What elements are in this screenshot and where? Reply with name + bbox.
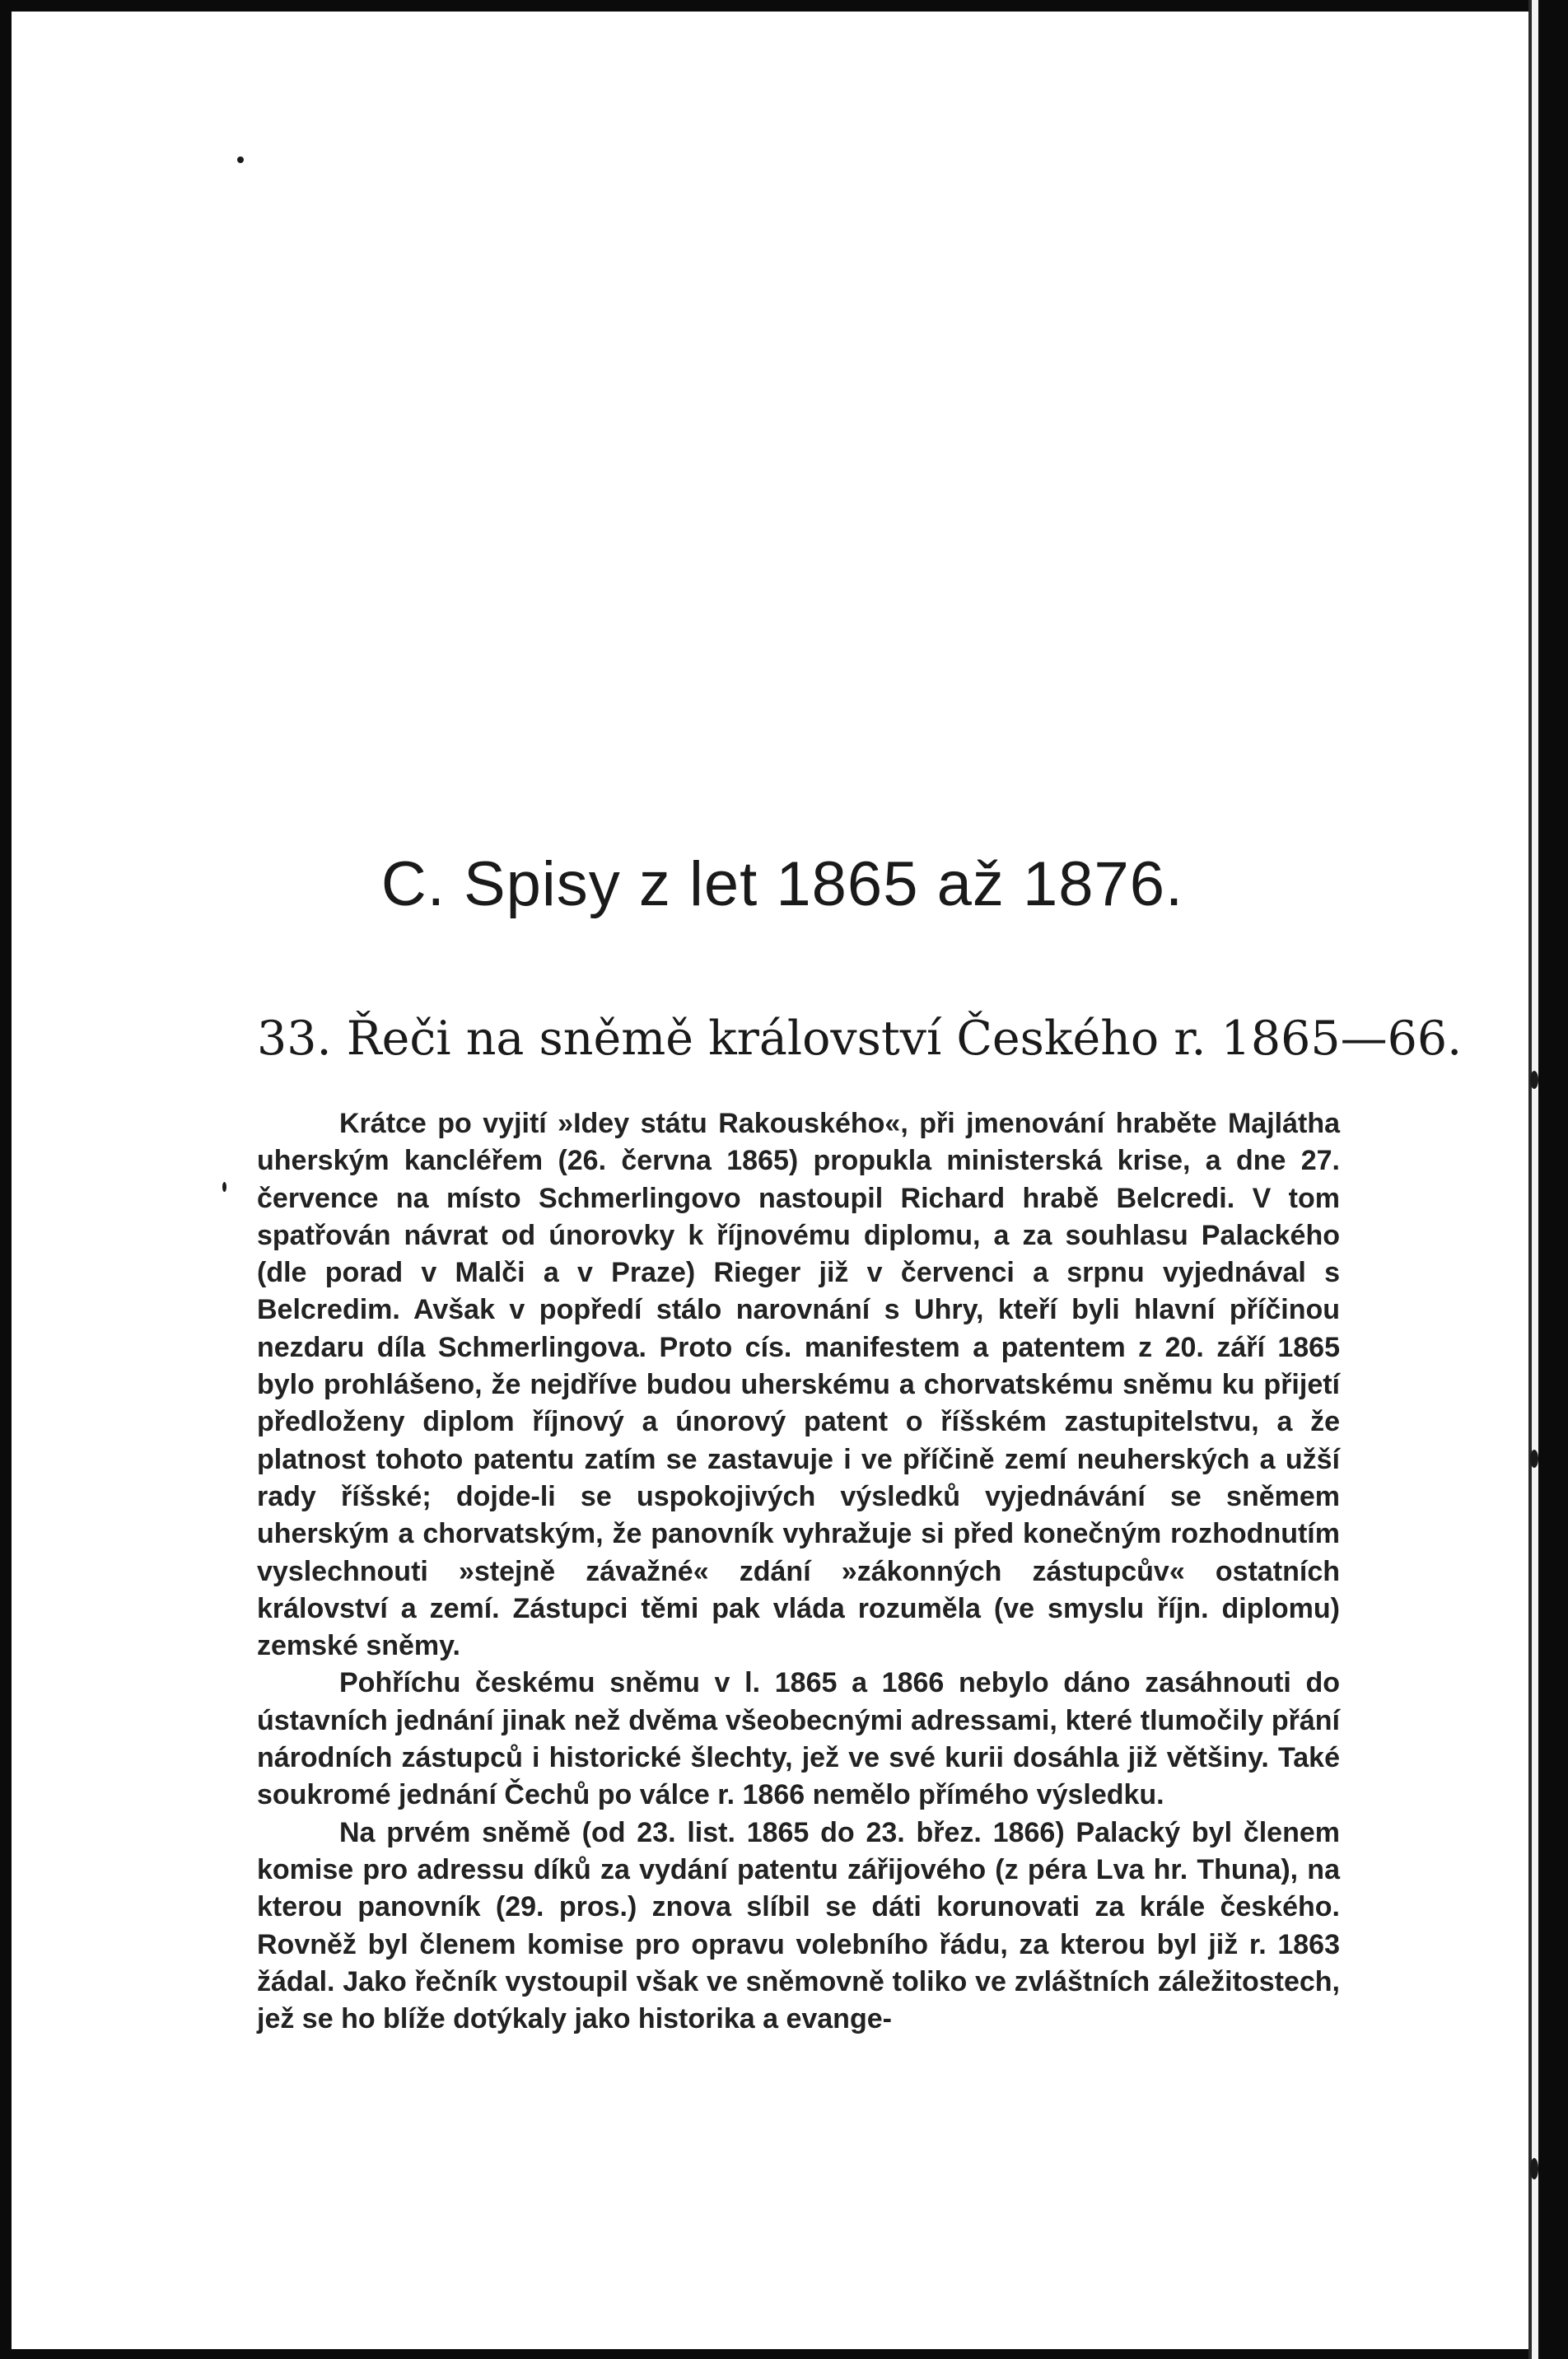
dust-speck xyxy=(1530,2158,1538,2179)
paragraph: Krátce po vyjití »Idey státu Rakouského«, při jmenování hraběte Majlátha uherským kancléřem (26. června 1865) propukla ministerská krise, a dne 27. července na místo Schmerlingovo nastoupil Richard hrabě Belcredi. V tom spatřován návrat od únorovky k říjnovému diplomu, a za souhlasu Palackého (dle porad v Malči a v Praze) Rieger již v červenci a srpnu vyjednával s Belcredim. Avšak v popředí stálo narovnání s Uhry, kteří byli hlavní příčinou nezdaru díla Schmerlingova. Proto cís. manifestem a patentem z 20. září 1865 bylo prohlášeno, že nejdříve budou uherskému a chorvatskému sněmu ku přijetí předloženy diplom říjnový a únorový patent o říšském zastupitelstvu, a že platnost tohoto patentu zatím se zastavuje i ve příčině zemí neuherských a užší rady říšské; dojde-li se uspokojivých výsledků vyjednávání se sněmem uherským a chorvatským, že panovník vyhražuje si před konečným rozhodnutím vyslechnouti »stejně závažné« zdání »zákonných zástupcův« ostatních království a zemí. Zástupci těmi pak vláda rozuměla (ve smyslu říjn. diplomu) zemské sněmy. xyxy=(257,1108,1340,1662)
body-text xyxy=(257,1105,1340,2038)
dust-speck xyxy=(1530,1071,1538,1089)
paragraph: Na prvém sněmě (od 23. list. 1865 do 23. břez. 1866) Palacký byl členem komise pro adressu díků za vydání patentu zářijového (z péra Lva hr. Thuna), na kterou panovník (29. pros.) znova slíbil se dáti korunovati za krále českého. Rovněž byl členem komise pro opravu volebního řádu, za kterou byl již r. 1863 žádal. Jako řečník vystoupil však ve sněmovně toliko ve zvláštních záležitostech, jež se ho blíže dotýkaly jako historika a evange- xyxy=(257,1816,1340,2035)
scan-border-right xyxy=(1538,0,1568,2359)
scan-border-bottom xyxy=(0,2349,1568,2359)
section-heading: C. Spisy z let 1865 až 1876. xyxy=(380,849,1184,919)
chapter-title: 33. Řeči na sněmě království Českého r. 1865—66. xyxy=(257,1011,1463,1066)
paragraph: Pohříchu českému sněmu v l. 1865 a 1866 nebylo dáno zasáhnouti do ústavních jednání jinak než dvěma všeobecnými adressami, které tlumočily přání národních zástupců i historické šlechty, jež ve své kurii dosáhla již většiny. Také soukromé jednání Čechů po válce r. 1866 nemělo přímého výsledku. xyxy=(257,1667,1340,1811)
dust-speck xyxy=(222,1182,226,1192)
dust-speck xyxy=(237,156,244,163)
scan-border-top xyxy=(0,0,1568,12)
scan-border-left xyxy=(0,0,12,2359)
dust-speck xyxy=(1530,1450,1538,1468)
